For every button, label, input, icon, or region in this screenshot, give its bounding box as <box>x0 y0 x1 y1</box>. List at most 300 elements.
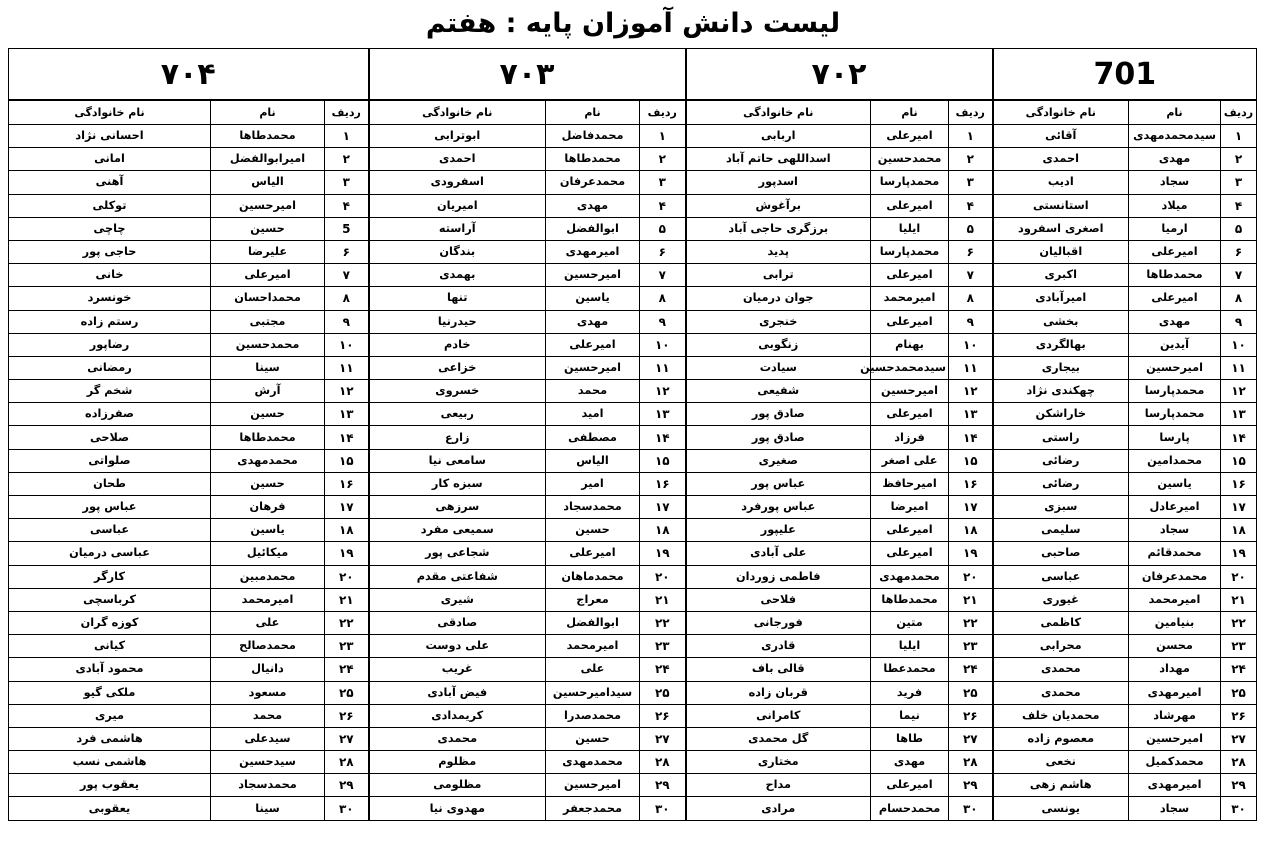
last-name-header: نام خانوادگی <box>686 100 871 125</box>
row-number-cell: ۷ <box>325 264 369 287</box>
first-name-cell: حسین <box>211 472 325 495</box>
table-row <box>9 171 1257 194</box>
row-number-cell: ۱۴ <box>1221 426 1257 449</box>
row-number-cell: ۱۱ <box>949 356 993 379</box>
last-name-cell: ترابی <box>686 264 871 287</box>
row-number-cell: ۲۶ <box>325 704 369 727</box>
first-name-cell: میکائیل <box>211 542 325 565</box>
last-name-cell: فیض آبادی <box>369 681 546 704</box>
first-name-cell: مهدی <box>1129 148 1221 171</box>
table-row <box>9 519 1257 542</box>
row-number-cell: ۱۱ <box>325 356 369 379</box>
row-number-cell: ۲۴ <box>325 658 369 681</box>
first-name-cell: محمدماهان <box>546 565 640 588</box>
first-name-cell: امیرمحمد <box>1129 588 1221 611</box>
row-number-cell: ۱۴ <box>640 426 686 449</box>
first-name-cell: دانیال <box>211 658 325 681</box>
group-header: ۷۰۲ <box>686 49 993 101</box>
table-row <box>9 310 1257 333</box>
row-number-cell: ۸ <box>1221 287 1257 310</box>
row-number-cell: ۲۱ <box>640 588 686 611</box>
table-row <box>9 403 1257 426</box>
row-number-cell: ۱۰ <box>325 333 369 356</box>
last-name-cell: بخشی <box>993 310 1129 333</box>
row-number-cell: ۷ <box>949 264 993 287</box>
last-name-cell: شفیعی <box>686 380 871 403</box>
row-number-cell: ۱۱ <box>640 356 686 379</box>
first-name-cell: سیدمحمدمهدی <box>1129 125 1221 148</box>
last-name-cell: خادم <box>369 333 546 356</box>
last-name-cell: قالی باف <box>686 658 871 681</box>
row-number-cell: ۲۴ <box>640 658 686 681</box>
last-name-cell: برآغوش <box>686 194 871 217</box>
first-name-cell: امیرحسین <box>546 356 640 379</box>
last-name-cell: ملکی گیو <box>9 681 211 704</box>
first-name-cell: سیدعلی <box>211 727 325 750</box>
last-name-cell: یعقوبی <box>9 797 211 820</box>
first-name-cell: امیرمهدی <box>1129 681 1221 704</box>
first-name-cell: محمدفاضل <box>546 125 640 148</box>
row-number-cell: ۶ <box>325 240 369 263</box>
row-number-cell: ۱۹ <box>949 542 993 565</box>
row-number-cell: ۱۸ <box>640 519 686 542</box>
table-row <box>9 356 1257 379</box>
last-name-cell: مهدوی نیا <box>369 797 546 820</box>
row-number-cell: ۲۸ <box>949 751 993 774</box>
row-number-cell: 5 <box>325 217 369 240</box>
first-name-cell: محمدطاها <box>211 426 325 449</box>
first-name-cell: محمدپارسا <box>1129 380 1221 403</box>
first-name-cell: مجتبی <box>211 310 325 333</box>
last-name-cell: کاظمی <box>993 611 1129 634</box>
first-name-cell: فرهان <box>211 496 325 519</box>
last-name-cell: راستی <box>993 426 1129 449</box>
last-name-cell: سمیعی مفرد <box>369 519 546 542</box>
row-number-cell: ۵ <box>949 217 993 240</box>
last-name-cell: احمدی <box>993 148 1129 171</box>
row-number-cell: ۲۶ <box>640 704 686 727</box>
row-number-cell: ۱۱ <box>1221 356 1257 379</box>
row-number-cell: ۱۳ <box>1221 403 1257 426</box>
first-name-cell: سیدمحمدحسین <box>871 356 949 379</box>
last-name-cell: زنگوبی <box>686 333 871 356</box>
last-name-cell: سبزی <box>993 496 1129 519</box>
last-name-cell: بیجاری <box>993 356 1129 379</box>
last-name-cell: امیرآبادی <box>993 287 1129 310</box>
last-name-cell: محمدی <box>993 681 1129 704</box>
row-number-cell: ۴ <box>949 194 993 217</box>
table-row <box>9 472 1257 495</box>
table-row <box>9 797 1257 820</box>
first-name-cell: مهرشاد <box>1129 704 1221 727</box>
row-number-cell: ۷ <box>1221 264 1257 287</box>
first-name-cell: امیرعلی <box>871 542 949 565</box>
first-name-cell: محمدعرفان <box>1129 565 1221 588</box>
first-name-cell: ابوالفضل <box>546 217 640 240</box>
first-name-cell: محمدمهدی <box>871 565 949 588</box>
last-name-cell: اقبالیان <box>993 240 1129 263</box>
row-number-cell: ۱۲ <box>1221 380 1257 403</box>
table-row <box>9 125 1257 148</box>
last-name-cell: صاحبی <box>993 542 1129 565</box>
first-name-cell: حسین <box>211 217 325 240</box>
first-name-cell: امیرحسین <box>546 264 640 287</box>
last-name-cell: مداح <box>686 774 871 797</box>
table-row <box>9 774 1257 797</box>
last-name-cell: سیادت <box>686 356 871 379</box>
first-name-cell: محمدمهدی <box>546 751 640 774</box>
row-number-cell: ۲۴ <box>1221 658 1257 681</box>
table-row <box>9 704 1257 727</box>
last-name-cell: آقائی <box>993 125 1129 148</box>
table-row <box>9 588 1257 611</box>
first-name-cell: سینا <box>211 356 325 379</box>
first-name-cell: محمدامین <box>1129 449 1221 472</box>
first-name-cell: پارسا <box>1129 426 1221 449</box>
last-name-cell: محمدیان خلف <box>993 704 1129 727</box>
first-name-cell: مسعود <box>211 681 325 704</box>
last-name-cell: میری <box>9 704 211 727</box>
first-name-cell: محمدسجاد <box>546 496 640 519</box>
first-name-cell: محمد <box>546 380 640 403</box>
last-name-cell: فورجانی <box>686 611 871 634</box>
table-row <box>9 333 1257 356</box>
last-name-cell: اسداللهی حاتم آباد <box>686 148 871 171</box>
row-number-cell: ۲۶ <box>949 704 993 727</box>
last-name-cell: اصغری اسفرود <box>993 217 1129 240</box>
first-name-cell: امیرعلی <box>871 519 949 542</box>
row-number-cell: ۱۷ <box>1221 496 1257 519</box>
last-name-cell: عباسی <box>9 519 211 542</box>
row-number-cell: ۲۹ <box>949 774 993 797</box>
last-name-cell: کارگر <box>9 565 211 588</box>
last-name-cell: احمدی <box>369 148 546 171</box>
row-number-cell: ۱۵ <box>325 449 369 472</box>
table-row <box>9 148 1257 171</box>
table-row <box>9 380 1257 403</box>
first-name-cell: محمدپارسا <box>871 171 949 194</box>
last-name-cell: استانستی <box>993 194 1129 217</box>
first-name-cell: بنیامین <box>1129 611 1221 634</box>
row-number-cell: ۲۱ <box>325 588 369 611</box>
first-name-cell: امیرمهدی <box>546 240 640 263</box>
last-name-cell: آراسته <box>369 217 546 240</box>
row-number-cell: ۴ <box>1221 194 1257 217</box>
row-number-cell: ۱۴ <box>949 426 993 449</box>
first-name-cell: مهدی <box>546 194 640 217</box>
first-name-cell: محمدحسین <box>211 333 325 356</box>
row-number-cell: ۱۵ <box>640 449 686 472</box>
row-number-cell: ۳ <box>325 171 369 194</box>
last-name-cell: اسدپور <box>686 171 871 194</box>
roster-body <box>9 125 1257 821</box>
row-number-cell: ۲۵ <box>325 681 369 704</box>
row-number-cell: ۱ <box>1221 125 1257 148</box>
first-name-header: نام <box>211 100 325 125</box>
last-name-cell: محمدی <box>993 658 1129 681</box>
first-name-cell: ابوالفضل <box>546 611 640 634</box>
first-name-cell: ایلیا <box>871 217 949 240</box>
page-title: لیست دانش آموزان پایه : هفتم <box>425 8 841 39</box>
first-name-cell: امیرعلی <box>1129 287 1221 310</box>
row-number-cell: ۸ <box>640 287 686 310</box>
last-name-cell: نخعی <box>993 751 1129 774</box>
first-name-cell: امیرمحمد <box>546 635 640 658</box>
last-name-cell: کوزه گران <box>9 611 211 634</box>
row-number-cell: ۱۵ <box>949 449 993 472</box>
row-number-cell: ۲ <box>325 148 369 171</box>
last-name-cell: رمضانی <box>9 356 211 379</box>
first-name-cell: سیدامیرحسین <box>546 681 640 704</box>
last-name-cell: یونسی <box>993 797 1129 820</box>
last-name-cell: خاراشکن <box>993 403 1129 426</box>
row-number-cell: ۹ <box>325 310 369 333</box>
last-name-cell: هاشم زهی <box>993 774 1129 797</box>
first-name-cell: امیرحسین <box>1129 727 1221 750</box>
first-name-cell: امیرعلی <box>211 264 325 287</box>
last-name-cell: خسروی <box>369 380 546 403</box>
row-number-cell: ۸ <box>949 287 993 310</box>
last-name-cell: علی دوست <box>369 635 546 658</box>
row-number-cell: ۹ <box>949 310 993 333</box>
first-name-cell: محمداحسان <box>211 287 325 310</box>
first-name-cell: بهنام <box>871 333 949 356</box>
first-name-cell: علیرضا <box>211 240 325 263</box>
last-name-cell: حاجی پور <box>9 240 211 263</box>
first-name-cell: امیرعادل <box>1129 496 1221 519</box>
first-name-cell: حسین <box>211 403 325 426</box>
row-number-header: ردیف <box>640 100 686 125</box>
last-name-cell: آهنی <box>9 171 211 194</box>
first-name-cell: علی <box>546 658 640 681</box>
column-header-row <box>9 100 1257 125</box>
row-number-cell: ۲۰ <box>1221 565 1257 588</box>
first-name-cell: امیرحسین <box>211 194 325 217</box>
row-number-cell: ۱۹ <box>1221 542 1257 565</box>
row-number-cell: ۱ <box>640 125 686 148</box>
table-row <box>9 449 1257 472</box>
row-number-cell: ۱۸ <box>949 519 993 542</box>
row-number-cell: ۱۹ <box>640 542 686 565</box>
row-number-header: ردیف <box>1221 100 1257 125</box>
first-name-cell: محمدمبین <box>211 565 325 588</box>
table-row <box>9 240 1257 263</box>
last-name-cell: هاشمی فرد <box>9 727 211 750</box>
last-name-cell: احسانی نژاد <box>9 125 211 148</box>
row-number-cell: ۲۵ <box>1221 681 1257 704</box>
row-number-header: ردیف <box>949 100 993 125</box>
last-name-cell: پدید <box>686 240 871 263</box>
first-name-cell: محمدصدرا <box>546 704 640 727</box>
row-number-cell: ۲۷ <box>640 727 686 750</box>
row-number-cell: ۶ <box>640 240 686 263</box>
first-name-cell: امیرمهدی <box>1129 774 1221 797</box>
first-name-cell: مهداد <box>1129 658 1221 681</box>
first-name-cell: امیرعلی <box>871 403 949 426</box>
table-row <box>9 681 1257 704</box>
first-name-cell: محمدقائم <box>1129 542 1221 565</box>
first-name-cell: امیرعلی <box>546 542 640 565</box>
last-name-cell: اربابی <box>686 125 871 148</box>
last-name-cell: کیانی <box>9 635 211 658</box>
row-number-cell: ۱۶ <box>1221 472 1257 495</box>
first-name-cell: حسین <box>546 519 640 542</box>
first-name-cell: محمدحسین <box>871 148 949 171</box>
first-name-cell: امیرحسین <box>1129 356 1221 379</box>
first-name-cell: ارمیا <box>1129 217 1221 240</box>
row-number-cell: ۲۲ <box>949 611 993 634</box>
first-name-cell: امیرعلی <box>1129 240 1221 263</box>
first-name-cell: یاسین <box>546 287 640 310</box>
last-name-cell: مظلوم <box>369 751 546 774</box>
last-name-header: نام خانوادگی <box>369 100 546 125</box>
first-name-cell: طاها <box>871 727 949 750</box>
first-name-cell: مهدی <box>546 310 640 333</box>
row-number-cell: ۱۶ <box>949 472 993 495</box>
last-name-cell: صلواتی <box>9 449 211 472</box>
row-number-cell: ۲۵ <box>949 681 993 704</box>
last-name-cell: محمود آبادی <box>9 658 211 681</box>
first-name-cell: امیرعلی <box>546 333 640 356</box>
last-name-cell: مختاری <box>686 751 871 774</box>
first-name-cell: امیرحافظ <box>871 472 949 495</box>
row-number-cell: ۱۹ <box>325 542 369 565</box>
first-name-cell: محمدمهدی <box>211 449 325 472</box>
last-name-cell: خونسرد <box>9 287 211 310</box>
last-name-cell: اسفرودی <box>369 171 546 194</box>
row-number-cell: ۲ <box>640 148 686 171</box>
table-row <box>9 217 1257 240</box>
last-name-cell: صفرزاده <box>9 403 211 426</box>
last-name-cell: برزگری حاجی آباد <box>686 217 871 240</box>
first-name-cell: سینا <box>211 797 325 820</box>
first-name-cell: فرزاد <box>871 426 949 449</box>
last-name-cell: خزاعی <box>369 356 546 379</box>
last-name-cell: ربیعی <box>369 403 546 426</box>
row-number-cell: ۱۸ <box>1221 519 1257 542</box>
row-number-cell: ۱۲ <box>949 380 993 403</box>
row-number-cell: ۱۳ <box>325 403 369 426</box>
first-name-cell: محمدجعفر <box>546 797 640 820</box>
row-number-cell: ۱۸ <box>325 519 369 542</box>
first-name-cell: محمد <box>211 704 325 727</box>
first-name-cell: امیرعلی <box>871 194 949 217</box>
first-name-cell: محمدطاها <box>871 588 949 611</box>
table-row <box>9 611 1257 634</box>
last-name-cell: رضائی <box>993 449 1129 472</box>
first-name-cell: محمدصالح <box>211 635 325 658</box>
last-name-cell: یعقوب پور <box>9 774 211 797</box>
first-name-cell: امیرمحمد <box>211 588 325 611</box>
row-number-cell: ۶ <box>1221 240 1257 263</box>
row-number-cell: ۳۰ <box>640 797 686 820</box>
last-name-cell: فلاحی <box>686 588 871 611</box>
first-name-cell: آرش <box>211 380 325 403</box>
row-number-cell: ۱۰ <box>949 333 993 356</box>
last-name-cell: خانی <box>9 264 211 287</box>
row-number-cell: ۲۹ <box>1221 774 1257 797</box>
last-name-cell: چهکندی نژاد <box>993 380 1129 403</box>
first-name-cell: سجاد <box>1129 171 1221 194</box>
row-number-cell: ۲۹ <box>640 774 686 797</box>
last-name-cell: صغیری <box>686 449 871 472</box>
table-row <box>9 751 1257 774</box>
table-row <box>9 496 1257 519</box>
first-name-cell: امیرحسین <box>871 380 949 403</box>
row-number-cell: ۲۵ <box>640 681 686 704</box>
first-name-cell: امیرعلی <box>871 310 949 333</box>
first-name-cell: محمدحسام <box>871 797 949 820</box>
table-row <box>9 542 1257 565</box>
first-name-cell: مهدی <box>871 751 949 774</box>
last-name-header: نام خانوادگی <box>9 100 211 125</box>
first-name-cell: ایلیا <box>871 635 949 658</box>
row-number-cell: ۲۳ <box>1221 635 1257 658</box>
last-name-cell: عباس پورفرد <box>686 496 871 519</box>
table-row <box>9 264 1257 287</box>
first-name-cell: محمدپارسا <box>1129 403 1221 426</box>
first-name-cell: محمدطاها <box>546 148 640 171</box>
first-name-cell: علی <box>211 611 325 634</box>
table-row <box>9 426 1257 449</box>
first-name-cell: الیاس <box>211 171 325 194</box>
table-row <box>9 194 1257 217</box>
last-name-cell: کامرانی <box>686 704 871 727</box>
row-number-cell: ۱۰ <box>1221 333 1257 356</box>
first-name-cell: میلاد <box>1129 194 1221 217</box>
last-name-cell: سامعی نیا <box>369 449 546 472</box>
row-number-cell: ۲ <box>949 148 993 171</box>
first-name-cell: معراج <box>546 588 640 611</box>
row-number-cell: ۲ <box>1221 148 1257 171</box>
last-name-cell: امانی <box>9 148 211 171</box>
group-header-row <box>9 49 1257 101</box>
group-header: ۷۰۳ <box>369 49 686 101</box>
row-number-cell: ۲۸ <box>640 751 686 774</box>
first-name-cell: امیرحسین <box>546 774 640 797</box>
last-name-cell: بندگان <box>369 240 546 263</box>
row-number-cell: ۹ <box>1221 310 1257 333</box>
last-name-cell: معصوم زاده <box>993 727 1129 750</box>
row-number-cell: ۳ <box>949 171 993 194</box>
last-name-cell: صادقی <box>369 611 546 634</box>
first-name-cell: امید <box>546 403 640 426</box>
last-name-cell: هاشمی نسب <box>9 751 211 774</box>
first-name-cell: سجاد <box>1129 797 1221 820</box>
group-header: 701 <box>993 49 1257 101</box>
last-name-cell: صلاحی <box>9 426 211 449</box>
first-name-cell: امیرابوالفضل <box>211 148 325 171</box>
last-name-cell: رضائی <box>993 472 1129 495</box>
row-number-cell: ۲۱ <box>1221 588 1257 611</box>
last-name-cell: کرباسچی <box>9 588 211 611</box>
first-name-cell: محمدپارسا <box>871 240 949 263</box>
last-name-cell: مرادی <box>686 797 871 820</box>
first-name-cell: فرید <box>871 681 949 704</box>
row-number-cell: ۲۰ <box>640 565 686 588</box>
first-name-cell: محسن <box>1129 635 1221 658</box>
last-name-cell: سلیمی <box>993 519 1129 542</box>
last-name-cell: عباس پور <box>9 496 211 519</box>
last-name-cell: محرابی <box>993 635 1129 658</box>
row-number-cell: ۱۶ <box>325 472 369 495</box>
last-name-cell: علی آبادی <box>686 542 871 565</box>
first-name-cell: محمدعرفان <box>546 171 640 194</box>
row-number-cell: ۱۵ <box>1221 449 1257 472</box>
row-number-cell: ۲۳ <box>325 635 369 658</box>
first-name-cell: سجاد <box>1129 519 1221 542</box>
row-number-cell: ۶ <box>949 240 993 263</box>
